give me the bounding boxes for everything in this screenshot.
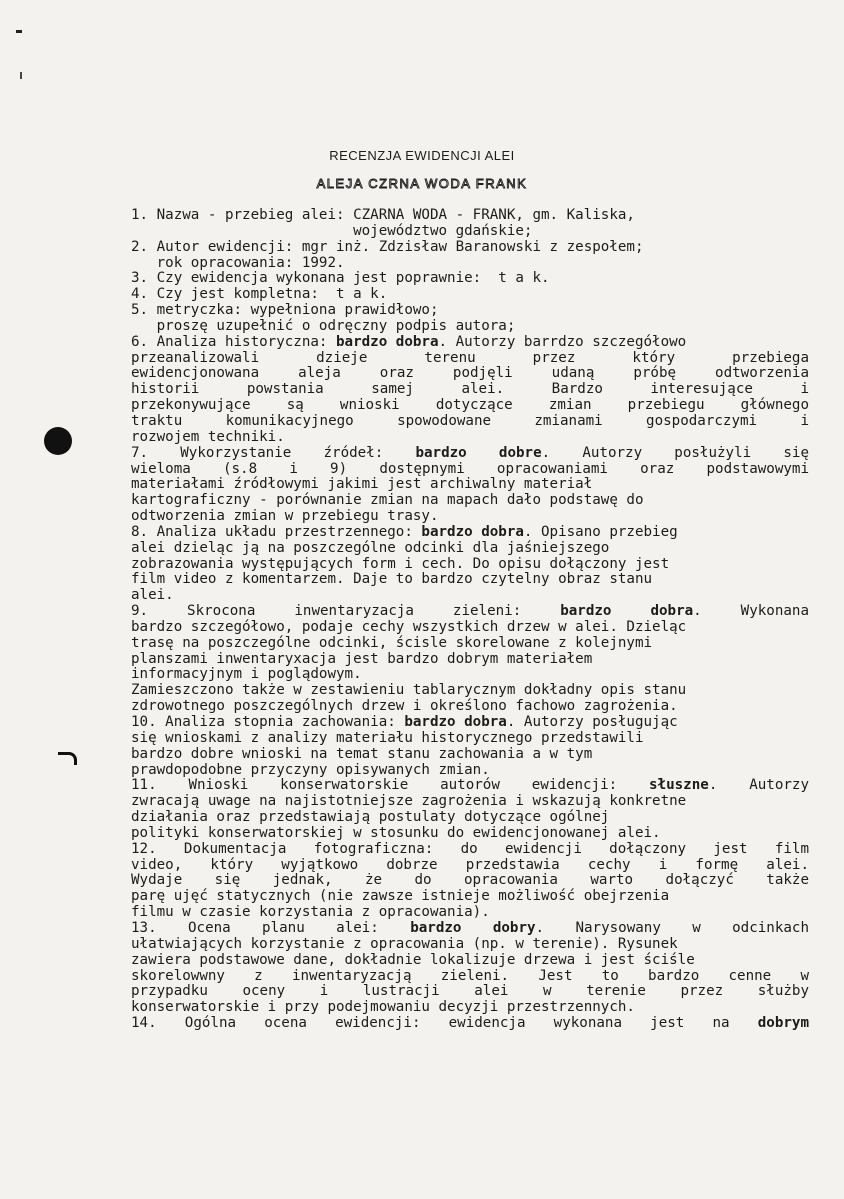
text-line xyxy=(131,620,809,636)
text-line xyxy=(131,224,809,240)
scan-mark xyxy=(20,72,22,79)
text-line xyxy=(131,287,809,303)
text-line xyxy=(131,889,809,905)
text-line-content: zobrazowania występujących form i cech. Do opisu dołączony jest xyxy=(131,555,670,572)
text-line xyxy=(131,557,809,573)
text-line-content: rok opracowania: 1992. xyxy=(131,254,345,271)
text-line xyxy=(131,414,809,430)
text-line xyxy=(131,953,809,969)
text-line-content: działania oraz przedstawiają postulaty dotyczące ogólnej xyxy=(131,809,610,826)
text-line-content: planszami inwentaryxacja jest bardzo dobrym materiałem xyxy=(131,650,593,667)
text-line xyxy=(131,984,809,1000)
text-line xyxy=(131,604,809,620)
text-line xyxy=(131,699,809,715)
text-line xyxy=(131,969,809,985)
text-line xyxy=(131,509,809,525)
rating-text: bardzo dobry xyxy=(410,919,536,936)
text-line-content: . Autorzy xyxy=(708,777,809,794)
text-line xyxy=(131,1016,809,1032)
text-line-content: zwracają uwage na najistotniejsze zagrożenia i wskazują konkretne xyxy=(131,793,687,810)
scan-mark xyxy=(16,30,22,33)
text-line xyxy=(131,747,809,763)
text-line-content: się wnioskami z analizy materiału historycznego przedstawili xyxy=(131,729,644,746)
rating-text: dobrym xyxy=(757,1015,809,1032)
text-line-content: proszę uzupełnić o odręczny podpis autora; xyxy=(131,317,516,334)
text-line xyxy=(131,921,809,937)
text-line xyxy=(131,446,809,462)
text-line xyxy=(131,1000,809,1016)
text-line-content: ewidencjonowana aleja oraz podjęli udaną próbę odtworzenia xyxy=(131,365,809,382)
text-line-content: . Autorzy barrdzo szczegółowo xyxy=(438,333,687,350)
text-line xyxy=(131,493,809,509)
text-line-content: bardzo szczegółowo, podaje cechy wszystkich drzew w alei. Dzieląc xyxy=(131,618,687,635)
text-line xyxy=(131,794,809,810)
text-line xyxy=(131,366,809,382)
text-line-content: . Autorzy posłużyli się xyxy=(541,444,809,461)
text-line-content: polityki konserwatorskiej w stosunku do ewidencjonowanej alei. xyxy=(131,824,661,841)
text-line-content: zawiera podstawowe dane, dokładnie lokalizuje drzewa i jest ściśle xyxy=(131,951,695,968)
document-subtitle: ALEJA CZRNA WODA FRANK xyxy=(316,176,528,191)
text-line xyxy=(131,652,809,668)
text-line xyxy=(131,873,809,889)
text-line-content: alei. xyxy=(131,587,174,604)
text-line-content: informacyjnym i poglądowym. xyxy=(131,666,362,683)
text-line-content: 8. Analiza układu przestrzennego: xyxy=(131,523,422,540)
text-line-content: 11. Wnioski konserwatorskie autorów ewidencji: xyxy=(131,777,650,794)
rating-text: bardzo dobra xyxy=(336,333,439,350)
text-line-content: zdrowotnego poszczególnych drzew i określono fachowo zagrożenia. xyxy=(131,698,678,715)
text-line-content: 13. Ocena planu alei: xyxy=(131,919,411,936)
text-line xyxy=(131,271,809,287)
rating-text: bardzo dobre xyxy=(415,444,542,461)
text-line-content: 7. Wykorzystanie źródeł: xyxy=(131,444,416,461)
text-line xyxy=(131,303,809,319)
punch-hole xyxy=(44,427,72,455)
text-line-content: prawdopodobne przyczyny opisywanych zmian. xyxy=(131,761,490,778)
text-line-content: 4. Czy jest kompletna: t a k. xyxy=(131,286,388,303)
text-line xyxy=(131,351,809,367)
text-line-content: parę ujęć statycznych (nie zawsze istnieje możliwość obejrzenia xyxy=(131,888,670,905)
text-line-content: konserwatorskie i przy podejmowaniu decyzji przestrzennych. xyxy=(131,999,635,1016)
text-line xyxy=(131,810,809,826)
text-line-content: film video z komentarzem. Daje to bardzo czytelny obraz stanu xyxy=(131,571,653,588)
text-line-content: traktu komunikacyjnego spowodowane zmianami gospodarczymi i xyxy=(131,412,809,429)
text-line xyxy=(131,905,809,921)
text-line xyxy=(131,462,809,478)
text-line-content: odtworzenia zmian w przebiegu trasy. xyxy=(131,508,439,525)
text-line xyxy=(131,778,809,794)
text-line xyxy=(131,683,809,699)
text-line-content: 3. Czy ewidencja wykonana jest poprawnie: t a k. xyxy=(131,270,550,287)
text-line-content: . Opisano przebieg xyxy=(523,523,678,540)
text-line xyxy=(131,636,809,652)
text-line xyxy=(131,588,809,604)
text-line-content: . Autorzy posługując xyxy=(506,714,678,730)
text-line xyxy=(131,256,809,272)
text-line xyxy=(131,335,809,351)
rating-text: słuszne xyxy=(649,777,709,794)
text-line xyxy=(131,477,809,493)
text-line xyxy=(131,826,809,842)
text-line-content: materiałami źródłowymi jakimi jest archiwalny materiał xyxy=(131,476,593,493)
text-line xyxy=(131,382,809,398)
text-line-content: rozwojem techniki. xyxy=(131,428,285,445)
text-line xyxy=(131,208,809,224)
text-line-content: video, który wyjątkowo dobrze przedstawia cechy i formę alei. xyxy=(131,856,809,873)
text-line-content: przekonywujące są wnioski dotyczące zmian przebiegu głównego xyxy=(131,397,809,414)
text-line-content: filmu w czasie korzystania z opracowania). xyxy=(131,904,490,921)
text-line-content: 5. metryczka: wypełniona prawidłowo; xyxy=(131,302,439,319)
text-line xyxy=(131,937,809,953)
text-line-content: 9. Skrocona inwentaryzacja zieleni: xyxy=(131,603,561,620)
text-line xyxy=(131,319,809,335)
text-line-content: 1. Nazwa - przebieg alei: CZARNA WODA - FRANK, gm. Kaliska, xyxy=(131,207,635,223)
text-line-content: . Wykonana xyxy=(693,603,810,620)
text-line-content: bardzo dobre wnioski na temat stanu zachowania a w tym xyxy=(131,745,593,762)
text-line-content: przypadku oceny i lustracji alei w terenie przez służby xyxy=(131,983,809,1000)
text-line xyxy=(131,858,809,874)
text-line xyxy=(131,572,809,588)
text-line-content: Wydaje się jednak, że do opracowania warto dołączyć także xyxy=(131,872,809,889)
text-line-content: skorelowwny z inwentaryzacją zieleni. Jest to bardzo cenne w xyxy=(131,967,809,984)
text-line-content: . Narysowany w odcinkach xyxy=(535,919,810,936)
rating-text: bardzo dobra xyxy=(421,523,524,540)
text-line-content: ułatwiających korzystanie z opracowania (np. w terenie). Rysunek xyxy=(131,935,678,952)
text-line xyxy=(131,715,809,731)
text-line-content: trasę na poszczególne odcinki, ścisle skorelowane z kolejnymi xyxy=(131,634,653,651)
text-line xyxy=(131,667,809,683)
text-line xyxy=(131,731,809,747)
text-line-content: 2. Autor ewidencji: mgr inż. Zdzisław Baranowski z zespołem; xyxy=(131,238,644,255)
document-body xyxy=(131,208,809,1032)
text-line xyxy=(131,240,809,256)
scan-mark xyxy=(58,752,77,765)
text-line-content: przeanalizowali dzieje terenu przez który przebiega xyxy=(131,349,809,366)
text-line-content: kartograficzny - porównanie zmian na mapach dało podstawę do xyxy=(131,492,644,509)
text-line xyxy=(131,842,809,858)
rating-text: bardzo dobra xyxy=(560,603,694,620)
text-line xyxy=(131,525,809,541)
text-line-content: wieloma (s.8 i 9) dostępnymi opracowaniami oraz podstawowymi xyxy=(131,460,809,477)
text-line-content: alei dzieląc ją na poszczególne odcinki dla jaśniejszego xyxy=(131,539,610,556)
text-line-content: Zamieszczono także w zestawieniu tablarycznym dokładny opis stanu xyxy=(131,682,687,699)
text-line-content: 14. Ogólna ocena ewidencji: ewidencja wykonana jest na xyxy=(131,1015,758,1032)
text-line-content: 6. Analiza historyczna: xyxy=(131,333,336,350)
text-line xyxy=(131,541,809,557)
text-line-content: województwo gdańskie; xyxy=(131,222,533,239)
document-title: RECENZJA EWIDENCJI ALEI xyxy=(329,148,515,163)
text-line-content: historii powstania samej alei. Bardzo interesujące i xyxy=(131,381,809,398)
text-line xyxy=(131,398,809,414)
rating-text: bardzo dobra xyxy=(404,714,507,730)
text-line xyxy=(131,430,809,446)
text-line-content: 10. Analiza stopnia zachowania: xyxy=(131,714,405,730)
text-line-content: 12. Dokumentacja fotograficzna: do ewidencji dołączony jest film xyxy=(131,840,809,857)
text-line xyxy=(131,763,809,779)
